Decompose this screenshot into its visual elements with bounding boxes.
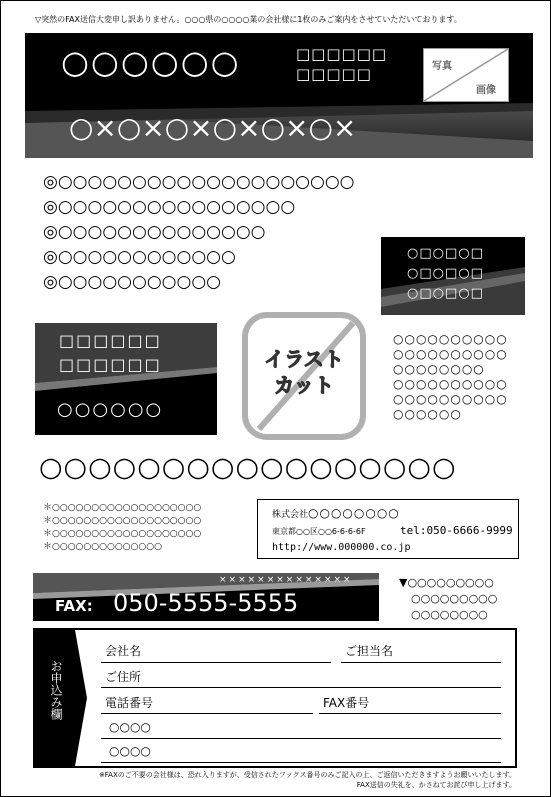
list-item: ◎○○○○○○○○○○○○: [43, 247, 236, 267]
small-circles-row: ○○○○○○○○○○: [393, 332, 508, 346]
bullet-item: ＊○○○○○○○○○○○○○○○○○○○: [43, 516, 202, 526]
form-side-title: お申込み欄: [49, 660, 63, 720]
side-note-row: ○○○○○○○○○: [411, 592, 498, 605]
feature-box-left-row2: □□□□□□: [59, 355, 162, 374]
small-circles-row: ○○○○○○○○: [393, 362, 485, 376]
small-circles-row: ○○○○○○○○○○: [393, 392, 508, 406]
company-address: 東京都○○区○○6-6-6-6F: [272, 527, 366, 536]
company-name-label: 会社名: [105, 644, 142, 658]
footer-note-2: FAX送信の失礼を、かさねてお詫び申し上げます。: [356, 781, 516, 789]
bullet-item: ＊○○○○○○○○○○○○○○○○○○○: [43, 529, 202, 539]
list-item: ◎○○○○○○○○○○○○○○: [43, 222, 266, 242]
list-item: ◎○○○○○○○○○○○○○○○○: [43, 197, 296, 217]
header-subtitle: ○×○×○×○×○×○×: [69, 111, 357, 144]
company-name: ○○○○○○○○: [308, 506, 400, 520]
fax-label: FAX:: [55, 597, 93, 615]
bullet-item: ＊○○○○○○○○○○○○○○: [43, 542, 162, 552]
feature-box-right: [381, 237, 525, 315]
list-item: ◎○○○○○○○○○○○: [43, 272, 222, 292]
small-circles-row: ○○○○○○: [393, 407, 462, 421]
small-circles-row: ○○○○○○○○○○: [393, 377, 508, 391]
header-boxes-row1: □□□□□□: [296, 45, 388, 63]
illustration-placeholder: [241, 311, 367, 441]
company-name-line: [272, 506, 400, 520]
contact-name-label: ご担当名: [345, 644, 394, 658]
feature-box-left-row1: □□□□□□: [59, 331, 162, 350]
order-form: [33, 628, 517, 768]
address-label: ご住所: [105, 670, 142, 684]
company-info-box: [257, 499, 519, 559]
illustration-label-1: イラスト: [264, 347, 344, 371]
feature-box-left-row3: ○○○○○○: [57, 399, 164, 420]
company-url[interactable]: http://www.000000.co.jp: [272, 542, 411, 553]
bullet-item: ＊○○○○○○○○○○○○○○○○○○○: [43, 503, 202, 513]
fax-number[interactable]: 050-5555-5555: [113, 589, 299, 617]
fax-number-field[interactable]: [319, 713, 501, 714]
feature-box-right-row: ○□○□○□: [407, 246, 484, 261]
form-field-4[interactable]: [101, 738, 501, 739]
photo-label-1: 写真: [432, 61, 452, 72]
header-boxes-row2: □□□□□: [296, 65, 372, 83]
side-note-row: ○○○○○○○○: [411, 608, 488, 621]
fax-label-form: FAX番号: [323, 696, 370, 710]
side-note-row: ▼○○○○○○○○○: [399, 576, 494, 589]
footer-note-1: ※FAXのご不要の会社様は、恐れ入りますが、受信されたファクス番号のみご記入の上、ご返信いただきますようお願いいたします。: [98, 771, 516, 779]
list-item: ◎○○○○○○○○○○○○○○○○○○○○: [43, 172, 355, 192]
form-field-4-label: ○○○○: [109, 720, 151, 734]
address-field[interactable]: [101, 687, 501, 688]
header-banner: [25, 33, 533, 158]
photo-label-2: 画像: [476, 85, 496, 96]
feature-box-right-row: ○□○□○□: [407, 266, 484, 281]
contact-name-field[interactable]: [341, 662, 501, 663]
company-tel[interactable]: tel:050-6666-9999: [400, 524, 513, 537]
top-notice: ▽突然のFAX送信大変申し訳ありません。○○○県の○○○○業の会社様に1枚のみご案内をさせていただいております。: [35, 15, 462, 24]
company-name-prefix: 株式会社: [272, 510, 309, 520]
phone-label: 電話番号: [105, 696, 154, 710]
form-field-5[interactable]: [101, 762, 501, 763]
company-name-field[interactable]: [101, 662, 331, 663]
photo-placeholder: [423, 48, 509, 102]
phone-field[interactable]: [101, 713, 313, 714]
feature-box-left: [35, 323, 217, 435]
feature-box-right-row: ○□○□○□: [407, 286, 484, 301]
fax-stars: ××××××××××××××: [219, 575, 353, 585]
small-circles-row: ○○○○○○○○○○: [393, 347, 508, 361]
big-circle-row: ○○○○○○○○○○○○○○○○○: [39, 452, 457, 483]
form-field-5-label: ○○○○: [109, 744, 151, 758]
header-title: ○○○○○○: [61, 43, 241, 81]
illustration-label-2: カット: [274, 373, 334, 397]
fax-banner: [33, 573, 379, 621]
